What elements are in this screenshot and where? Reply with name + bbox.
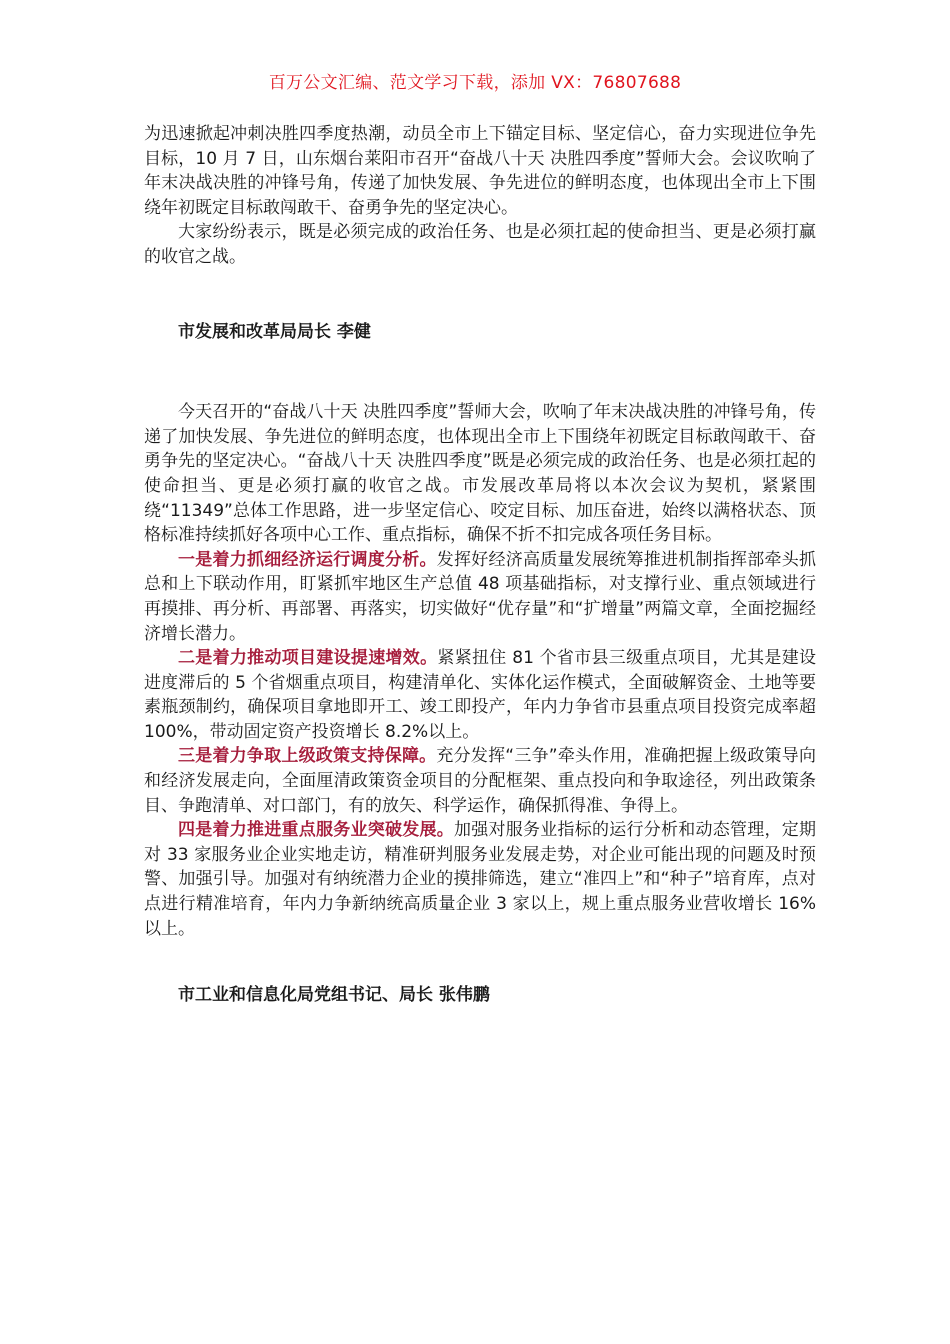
point-paragraph-2 (144, 646, 816, 744)
speech-paragraph: 今天召开的“奋战八十天 决胜四季度”誓师大会，吹响了年末决战决胜的冲锋号角，传递了加快发展、争先进位的鲜明态度，也体现出全市上下围绕年初既定目标敢闯敢干、奋勇争先的坚定决心。“奋战八十天 决胜四季度”既是必须完成的政治任务、也是必须扛起的使命担当、更是必须打赢的收官之战。市发展改革局将以本次会议为契机，紧紧围绕“11349”总体工作思路，进一步坚定信心、咬定目标、加压奋进，始终以满格状态、顶格标准持续抓好各项中心工作、重点指标，确保不折不扣完成各项任务目标。 (144, 402, 816, 546)
intro-paragraph-2: 大家纷纷表示，既是必须完成的政治任务、也是必须扛起的使命担当、更是必须打赢的收官之战。 (144, 222, 816, 267)
intro-paragraph: 为迅速掀起冲刺决胜四季度热潮，动员全市上下锚定目标、坚定信心，奋力实现进位争先目标，10 月 7 日，山东烟台莱阳市召开“奋战八十天 决胜四季度”誓师大会。会议吹响了年末决战决胜的冲锋号角，传递了加快发展、争先进位的鲜明态度，也体现出全市上下围绕年初既定目标敢闯敢干、奋勇争先的坚定决心。 (144, 124, 816, 218)
point-text-3: 充分发挥“三争”牵头作用，准确把握上级政策导向和经济发展走向，全面厘清政策资金项目的分配框架、重点投向和争取途径，列出政策条目、争跑清单、对口部门，有的放矢、科学运作，确保抓得准、争得上。 (144, 746, 816, 816)
speaker-heading-2: 市工业和信息化局党组书记、局长 张伟鹏 (178, 985, 490, 1006)
point-paragraph-3 (144, 744, 816, 818)
point-lead-4: 四是着力推进重点服务业突破发展。 (178, 820, 454, 841)
point-paragraph-1 (144, 548, 816, 646)
point-paragraph-4 (144, 818, 816, 941)
header-banner: 百万公文汇编、范文学习下载，添加 VX：76807688 (268, 73, 682, 93)
document-body (144, 122, 816, 1008)
speaker-heading: 市发展和改革局局长 李健 (178, 321, 371, 342)
point-text-4: 加强对服务业指标的运行分析和动态管理，定期对 33 家服务业企业实地走访，精准研判服务业发展走势，对企业可能出现的问题及时预警、加强引导。加强对有纳统潜力企业的摸排筛选，建立“准四上”和“种子”培育库，点对点进行精准培育，年内力争新纳统高质量企业 3 家以上，规上重点服务业营收增长 16%以上。 (144, 820, 816, 939)
point-lead-1: 一是着力抓细经济运行调度分析。 (178, 549, 437, 570)
point-lead-2: 二是着力推动项目建设提速增效。 (178, 648, 438, 669)
point-text-1: 发挥好经济高质量发展统筹推进机制指挥部牵头抓总和上下联动作用，盯紧抓牢地区生产总值 48 项基础指标，对支撑行业、重点领域进行再摸排、再分析、再部署、再落实，切实做好“优存量”和“扩增量”两篇文章，全面挖掘经济增长潜力。 (144, 549, 816, 644)
point-lead-3: 三是着力争取上级政策支持保障。 (178, 746, 437, 767)
point-text-2: 紧紧扭住 81 个省市县三级重点项目，尤其是建设进度滞后的 5 个省烟重点项目，构建清单化、实体化运作模式，全面破解资金、土地等要素瓶颈制约，确保项目拿地即开工、竣工即投产，年内力争省市县重点项目投资完成率超 100%，带动固定资产投资增长 8.2%以上。 (144, 648, 816, 742)
